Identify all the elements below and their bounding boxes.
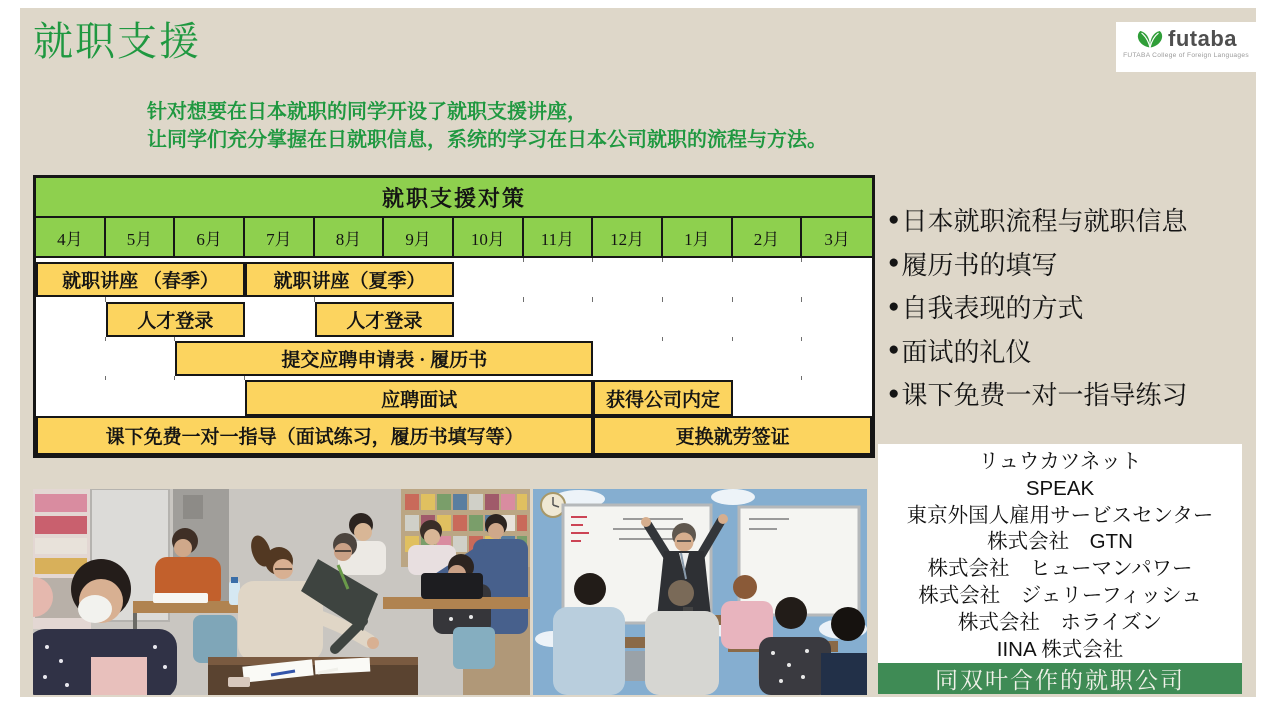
empty-cell [802,258,872,262]
gantt-bar: 更换就劳签证 [593,416,872,455]
empty-cell [593,337,663,341]
empty-cell [802,376,872,380]
subtitle-line-1: 针对想要在日本就职的同学开设了就职支援讲座， [147,101,587,123]
partner-companies-box [878,444,1242,663]
gantt-bar: 就职讲座（夏季） [245,262,454,297]
bullet-dot-icon: ● [888,339,900,361]
month-cell: 12月 [593,218,663,256]
bullet-text: 自我表现的方式 [901,294,1084,324]
gantt-bar: 应聘面试 [245,380,593,415]
empty-cell [733,258,803,262]
bullet-item [888,198,1188,242]
empty-cell [733,337,803,341]
empty-cell [593,297,663,301]
bullet-text: 日本就职流程与就职信息 [901,207,1188,237]
empty-cell [733,297,803,301]
topic-bullet-list [888,198,1188,416]
company-name: IINA 株式会社 [996,637,1124,661]
empty-cell [106,376,176,380]
futaba-logo [1116,22,1256,72]
month-cell: 10月 [454,218,524,256]
empty-cell [106,337,176,341]
gantt-bar: 人才登录 [106,302,245,337]
bullet-dot-icon: ● [888,295,900,317]
slide [20,8,1256,697]
gantt-bar: 就职讲座 （春季） [36,262,245,297]
subtitle-line-2: 让同学们充分掌握在日就职信息，系统的学习在日本公司就职的流程与方法。 [147,129,827,151]
bullet-dot-icon: ● [888,382,900,404]
table-gantt-rows [36,258,872,455]
bullet-dot-icon: ● [888,208,900,230]
empty-cell [175,376,245,380]
gantt-row [36,376,872,415]
employment-support-schedule-table [33,175,875,458]
partner-companies-caption: 同双叶合作的就职公司 [878,663,1242,694]
month-cell: 6月 [175,218,245,256]
page-title: 就职支援 [33,19,201,64]
empty-cell [36,337,106,341]
empty-cell [663,258,733,262]
empty-cell [802,337,872,341]
photo-classroom-students [33,489,530,695]
empty-cell [524,297,594,301]
empty-cell [454,297,524,301]
company-name: リュウカツネット [978,450,1142,473]
bullet-item [888,329,1188,373]
month-cell: 11月 [524,218,594,256]
company-name: SPEAK [1025,476,1095,500]
gantt-row [36,416,872,455]
month-cell: 5月 [106,218,176,256]
gantt-row [36,258,872,297]
empty-cell [593,258,663,262]
month-cell: 7月 [245,218,315,256]
bullet-item [888,242,1188,286]
month-cell: 9月 [384,218,454,256]
company-name: 東京外国人雇用サービスセンター [906,503,1214,527]
empty-cell [36,297,106,301]
empty-cell [802,297,872,301]
bullet-text: 面试的礼仪 [901,337,1032,367]
bullet-item [888,285,1188,329]
bullet-dot-icon: ● [888,252,900,274]
bullet-text: 课下免费一对一指导练习 [901,381,1188,411]
empty-cell [663,297,733,301]
slide-subtitle [147,98,827,154]
logo-tagline: FUTABA College of Foreign Languages [1123,52,1249,59]
gantt-row [36,297,872,336]
empty-cell [733,376,803,380]
month-cell: 2月 [733,218,803,256]
table-title: 就职支援对策 [36,178,872,218]
photo-classroom-teacher [533,489,867,695]
company-name: 株式会社 GTN [987,530,1133,554]
logo-wordmark: futaba [1168,26,1237,51]
company-name: 株式会社 ホライズン [957,610,1163,634]
empty-cell [524,258,594,262]
gantt-bar: 获得公司内定 [593,380,732,415]
company-name: 株式会社 ヒューマンパワー [927,557,1193,581]
month-cell: 3月 [824,229,850,249]
gantt-bar: 人才登录 [315,302,454,337]
month-cell: 1月 [663,218,733,256]
empty-cell [36,376,106,380]
gantt-row [36,337,872,376]
table-month-row [36,218,872,258]
bullet-item [888,372,1188,416]
empty-cell [245,297,315,301]
company-name: 株式会社 ジェリーフィッシュ [918,583,1202,607]
gantt-bar: 课下免费一对一指导（面试练习，履历书填写等） [36,416,593,455]
empty-cell [454,258,524,262]
empty-cell [663,337,733,341]
month-cell: 8月 [315,218,385,256]
month-cell: 4月 [36,218,106,256]
bullet-text: 履历书的填写 [901,250,1058,280]
twin-leaf-icon [1135,28,1165,50]
gantt-bar: 提交应聘申请表 · 履历书 [175,341,593,376]
